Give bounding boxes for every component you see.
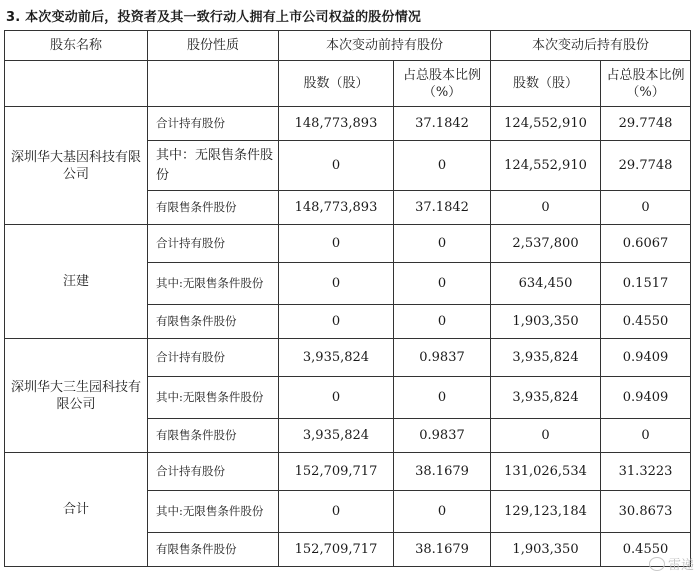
before-ratio: 38.1679 — [394, 533, 491, 567]
share-nature: 有限售条件股份 — [148, 191, 279, 225]
watermark — [649, 554, 694, 573]
header-row-2 — [5, 61, 691, 107]
after-ratio: 0.9409 — [601, 339, 691, 377]
table-row — [5, 339, 691, 377]
before-ratio: 0.9837 — [394, 339, 491, 377]
header-after-ratio: 占总股本比例（%） — [601, 61, 691, 107]
after-ratio: 0 — [601, 191, 691, 225]
before-shares: 152,709,717 — [279, 453, 394, 491]
after-shares: 0 — [491, 191, 601, 225]
header-before-shares: 股数（股） — [279, 61, 394, 107]
table-row — [5, 453, 691, 491]
before-ratio: 37.1842 — [394, 107, 491, 141]
after-shares: 0 — [491, 419, 601, 453]
after-ratio: 29.7748 — [601, 107, 691, 141]
header-after-shares: 股数（股） — [491, 61, 601, 107]
after-shares: 129,123,184 — [491, 491, 601, 533]
after-ratio: 30.8673 — [601, 491, 691, 533]
after-ratio: 0 — [601, 419, 691, 453]
after-ratio: 31.3223 — [601, 453, 691, 491]
before-shares: 0 — [279, 225, 394, 263]
before-shares: 0 — [279, 491, 394, 533]
before-ratio: 0 — [394, 141, 491, 191]
watermark-text: 雷递 — [667, 558, 694, 573]
before-ratio: 0.9837 — [394, 419, 491, 453]
before-ratio: 0 — [394, 491, 491, 533]
before-shares: 0 — [279, 377, 394, 419]
header-after-group: 本次变动后持有股份 — [491, 31, 691, 61]
before-shares: 3,935,824 — [279, 419, 394, 453]
after-ratio: 0.4550 — [601, 533, 691, 567]
share-nature: 其中：无限售条件股份 — [148, 141, 279, 191]
holder-name: 合计 — [5, 453, 148, 567]
after-shares: 634,450 — [491, 263, 601, 305]
after-ratio: 29.7748 — [601, 141, 691, 191]
before-shares: 152,709,717 — [279, 533, 394, 567]
before-shares: 0 — [279, 141, 394, 191]
share-nature: 合计持有股份 — [148, 107, 279, 141]
before-shares: 0 — [279, 305, 394, 339]
share-nature: 合计持有股份 — [148, 225, 279, 263]
after-shares: 3,935,824 — [491, 377, 601, 419]
holder-name: 深圳华大基因科技有限公司 — [5, 107, 148, 225]
table-row — [5, 107, 691, 141]
header-nature: 股份性质 — [148, 31, 279, 61]
before-ratio: 38.1679 — [394, 453, 491, 491]
header-before-group: 本次变动前持有股份 — [279, 31, 491, 61]
holder-name: 深圳华大三生园科技有限公司 — [5, 339, 148, 453]
before-ratio: 0 — [394, 377, 491, 419]
after-shares: 124,552,910 — [491, 141, 601, 191]
share-nature: 其中:无限售条件股份 — [148, 263, 279, 305]
share-nature: 有限售条件股份 — [148, 305, 279, 339]
after-shares: 131,026,534 — [491, 453, 601, 491]
share-nature: 有限售条件股份 — [148, 533, 279, 567]
after-shares: 2,537,800 — [491, 225, 601, 263]
share-nature: 其中:无限售条件股份 — [148, 491, 279, 533]
header-blank-2 — [148, 61, 279, 107]
header-holder: 股东名称 — [5, 31, 148, 61]
header-row-1 — [5, 31, 691, 61]
share-nature: 其中:无限售条件股份 — [148, 377, 279, 419]
before-ratio: 0 — [394, 225, 491, 263]
before-shares: 3,935,824 — [279, 339, 394, 377]
section-heading: 3. 本次变动前后，投资者及其一致行动人拥有上市公司权益的股份情况 — [6, 10, 422, 25]
after-shares: 1,903,350 — [491, 305, 601, 339]
after-shares: 3,935,824 — [491, 339, 601, 377]
header-before-ratio: 占总股本比例（%） — [394, 61, 491, 107]
before-shares: 0 — [279, 263, 394, 305]
after-ratio: 0.1517 — [601, 263, 691, 305]
after-shares: 124,552,910 — [491, 107, 601, 141]
header-blank-1 — [5, 61, 148, 107]
after-ratio: 0.9409 — [601, 377, 691, 419]
after-ratio: 0.6067 — [601, 225, 691, 263]
after-shares: 1,903,350 — [491, 533, 601, 567]
before-ratio: 0 — [394, 263, 491, 305]
share-nature: 合计持有股份 — [148, 453, 279, 491]
shareholding-table — [4, 30, 691, 567]
share-nature: 有限售条件股份 — [148, 419, 279, 453]
before-ratio: 37.1842 — [394, 191, 491, 225]
before-shares: 148,773,893 — [279, 107, 394, 141]
after-ratio: 0.4550 — [601, 305, 691, 339]
table-row — [5, 225, 691, 263]
before-shares: 148,773,893 — [279, 191, 394, 225]
before-ratio: 0 — [394, 305, 491, 339]
weibo-icon — [649, 557, 665, 571]
share-nature: 合计持有股份 — [148, 339, 279, 377]
holder-name: 汪建 — [5, 225, 148, 339]
